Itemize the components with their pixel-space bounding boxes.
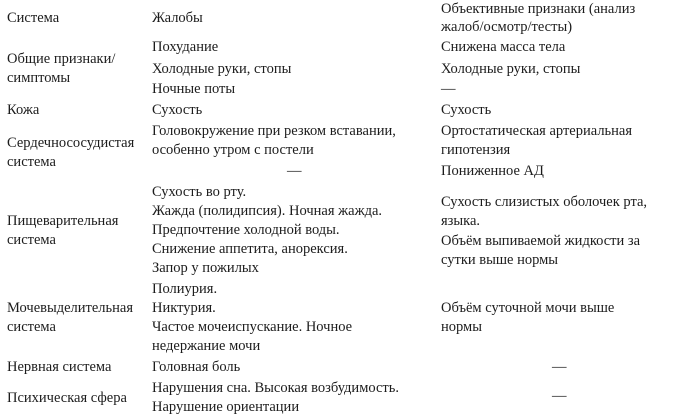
row-cardio-objective: гипотензия (441, 142, 511, 158)
row-nervous-system: Нервная система (7, 359, 112, 375)
row-psychic-system: Психическая сфера (7, 390, 127, 406)
row-digestive-objective: Объём выпиваемой жидкости за (441, 233, 641, 249)
row-digestive-objective: языка. (441, 213, 481, 229)
row-urinary-objective: нормы (441, 319, 482, 335)
row-cardio-objective: Пониженное АД (441, 163, 544, 179)
row-urinary-complaint: недержание мочи (152, 338, 261, 354)
row-skin-system: Кожа (7, 102, 40, 118)
row-general-complaint: Холодные руки, стопы (152, 61, 292, 77)
row-general-complaint: Похудание (152, 39, 219, 55)
header-objective-line2: жалоб/осмотр/тесты) (441, 19, 573, 35)
row-digestive-complaint: Сухость во рту. (152, 184, 247, 200)
row-general-system-line1: Общие признаки/ (7, 51, 116, 67)
row-digestive-complaint: Запор у пожилых (152, 260, 259, 276)
row-cardio-system-line1: Сердечнососудистая (7, 135, 135, 151)
row-general-objective-dash: — (441, 81, 456, 97)
row-psychic-objective-dash: — (552, 388, 567, 404)
row-cardio-system-line2: система (7, 154, 56, 170)
row-digestive-complaint: Предпочтение холодной воды. (152, 222, 340, 238)
row-digestive-objective: сутки выше нормы (441, 252, 559, 268)
row-general-system-line2: симптомы (7, 70, 71, 86)
row-urinary-complaint: Полиурия. (152, 281, 218, 297)
row-urinary-complaint: Никтурия. (152, 300, 216, 316)
row-skin-objective: Сухость (441, 102, 492, 118)
row-digestive-system-line1: Пищеварительная (7, 213, 119, 229)
row-cardio-objective: Ортостатическая артериальная (441, 123, 633, 139)
row-urinary-objective: Объём суточной мочи выше (441, 300, 615, 316)
row-nervous-complaint: Головная боль (152, 359, 241, 375)
row-digestive-complaint: Снижение аппетита, анорексия. (152, 241, 348, 257)
row-general-objective: Холодные руки, стопы (441, 61, 581, 77)
row-psychic-complaint: Нарушения сна. Высокая возбудимость. (152, 380, 399, 396)
row-digestive-objective: Сухость слизистых оболочек рта, (441, 194, 648, 210)
header-complaints: Жалобы (152, 10, 203, 26)
row-general-objective: Снижена масса тела (441, 39, 566, 55)
row-nervous-objective-dash: — (552, 359, 567, 375)
row-urinary-complaint: Частое мочеиспускание. Ночное (152, 319, 353, 335)
row-skin-complaint: Сухость (152, 102, 203, 118)
row-cardio-complaint: особенно утром с постели (152, 142, 314, 158)
row-digestive-system-line2: система (7, 232, 56, 248)
header-system: Система (7, 10, 60, 26)
row-psychic-complaint: Нарушение ориентации (152, 399, 300, 415)
header-objective-line1: Объективные признаки (анализ (441, 1, 636, 17)
row-urinary-system-line1: Мочевыделительная (7, 300, 134, 316)
row-cardio-complaint-dash: — (287, 163, 302, 179)
row-urinary-system-line2: система (7, 319, 56, 335)
row-general-complaint: Ночные поты (152, 81, 236, 97)
row-digestive-complaint: Жажда (полидипсия). Ночная жажда. (152, 203, 383, 219)
row-cardio-complaint: Головокружение при резком вставании, (152, 123, 396, 139)
